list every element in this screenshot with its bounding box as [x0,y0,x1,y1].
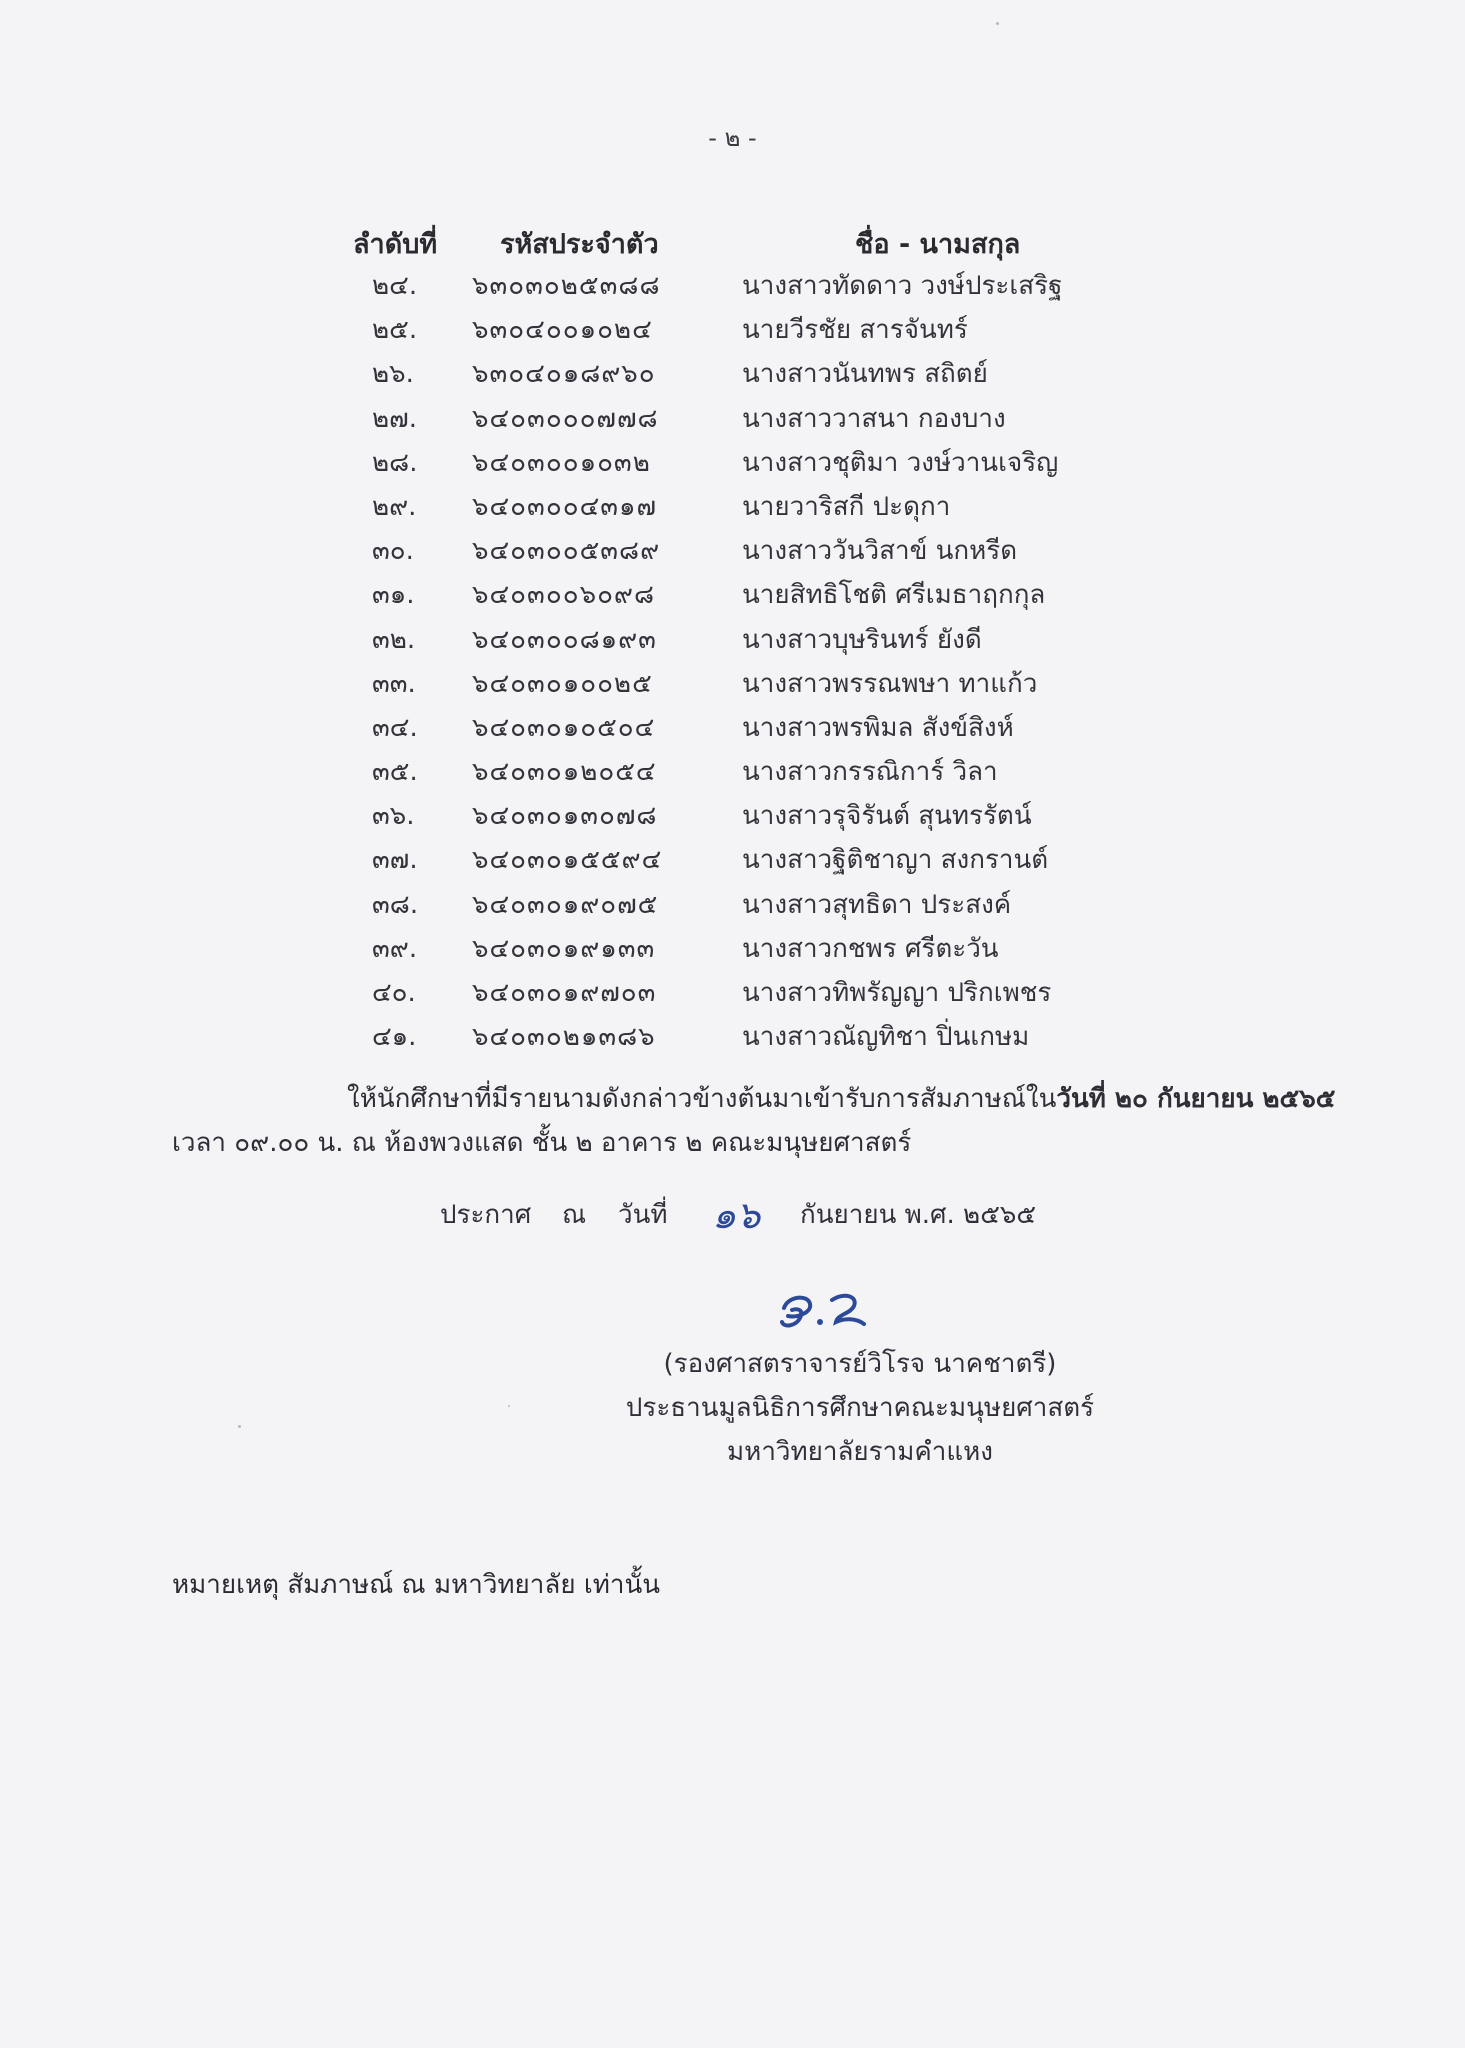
row-order: ๓๓. [372,668,416,699]
table-row [0,927,1465,971]
row-name: นางสาววาสนา กองบาง [742,403,1006,434]
table-row [0,618,1465,662]
row-order: ๓๖. [372,801,415,832]
signatory-institution: มหาวิทยาลัยรามคำแหง [727,1437,993,1467]
row-name: นางสาวสุทธิดา ประสงค์ [742,889,1012,920]
row-name: นางสาวกรรณิการ์ วิลา [742,757,998,788]
table-row [0,883,1465,927]
row-name: นางสาวพรรณพษา ทาแก้ว [742,668,1038,699]
row-student-id: ๖๔๐๓๐๑๐๕๐๔ [472,712,656,743]
table-row [0,441,1465,485]
table-row [0,397,1465,441]
table-row [0,529,1465,573]
scan-speck [238,1425,241,1428]
instruction-text: ให้นักศึกษาที่มีรายนามดังกล่าวข้างต้นมาเข้ารับการสัมภาษณ์ใน [347,1084,1057,1114]
scan-speck [508,1405,510,1407]
row-student-id: ๖๔๐๓๐๑๙๗๐๓ [472,978,657,1008]
row-name: นางสาวทิพรัญญา ปริกเพชร [742,978,1052,1008]
row-name: นางสาวฐิติชาญา สงกรานต์ [742,845,1049,876]
row-order: ๓๕. [372,757,418,788]
row-order: ๒๗. [372,403,417,434]
row-student-id: ๖๔๐๓๐๑๐๐๒๕ [472,668,653,699]
row-student-id: ๖๔๐๓๐๑๒๐๕๔ [472,757,657,788]
table-row [0,794,1465,838]
table-row [0,573,1465,617]
handwritten-day: ๑๖ [712,1193,761,1237]
row-order: ๓๐. [372,536,414,567]
row-student-id: ๖๓๐๔๐๐๑๐๒๔ [472,315,653,346]
row-order: ๒๔. [372,271,418,301]
row-student-id: ๖๔๐๓๐๐๔๓๑๗ [472,491,658,522]
row-name: นางสาวนันทพร สถิตย์ [742,359,988,390]
row-student-id: ๖๔๐๓๐๐๐๗๗๘ [472,403,659,434]
month-year: กันยายน พ.ศ. ๒๕๖๕ [800,1200,1037,1230]
row-name: นายสิทธิโชติ ศรีเมธาฤกกุล [742,580,1046,611]
date-label: วันที่ [618,1200,668,1230]
row-student-id: ๖๔๐๓๐๑๕๕๙๔ [472,845,663,876]
header-name: ชื่อ - นามสกุล [855,229,1021,260]
row-student-id: ๖๔๐๓๐๐๑๐๓๒ [472,447,651,478]
row-student-id: ๖๔๐๓๐๑๙๐๗๕ [472,889,659,920]
footnote: หมายเหตุ สัมภาษณ์ ณ มหาวิทยาลัย เท่านั้น [172,1570,660,1600]
table-row [0,838,1465,882]
announced-label: ประกาศ [440,1200,532,1230]
signature-image [778,1288,868,1334]
scan-speck [996,22,999,25]
row-order: ๓๙. [372,933,418,964]
row-student-id: ๖๓๐๓๐๒๕๓๘๘ [472,271,661,301]
row-name: นางสาวพรพิมล สังข์สิงห์ [742,712,1014,743]
row-name: นางสาววันวิสาข์ นกหรีด [742,536,1018,567]
instruction-line-1 [347,1078,1465,1119]
row-name: นายวาริสกี ปะดุกา [742,491,951,522]
signatory-position: ประธานมูลนิธิการศึกษาคณะมนุษยศาสตร์ [625,1393,1095,1423]
row-student-id: ๖๔๐๓๐๐๕๓๘๙ [472,536,661,567]
row-student-id: ๖๔๐๓๐๑๓๐๗๘ [472,801,658,832]
instruction-line-2: เวลา ๐๙.๐๐ น. ณ ห้องพวงแสด ชั้น ๒ อาคาร ๒ คณะมนุษยศาสตร์ [172,1128,912,1158]
row-student-id: ๖๓๐๔๐๑๘๙๖๐ [472,359,656,390]
row-order: ๓๑. [372,580,415,611]
student-list [0,264,1465,1059]
row-student-id: ๖๔๐๓๐๐๘๑๙๓ [472,624,657,655]
row-name: นางสาวบุษรินทร์ ยังดี [742,624,982,655]
row-order: ๒๖. [372,359,414,390]
row-order: ๔๑. [372,1022,417,1053]
table-row [0,706,1465,750]
table-row [0,1015,1465,1059]
row-order: ๔๐. [372,978,416,1008]
row-order: ๓๘. [372,889,419,920]
table-row [0,750,1465,794]
table-row [0,662,1465,706]
row-name: นายวีรชัย สารจันทร์ [742,315,968,346]
row-name: นางสาวณัญทิชา ปิ่นเกษม [742,1022,1030,1053]
row-order: ๓๗. [372,845,418,876]
table-row [0,308,1465,352]
row-order: ๒๘. [372,447,418,478]
row-student-id: ๖๔๐๓๐๒๑๓๘๖ [472,1022,656,1053]
row-order: ๒๙. [372,491,417,522]
row-name: นางสาวกชพร ศรีตะวัน [742,933,999,964]
header-student-id: รหัสประจำตัว [500,229,659,260]
table-row [0,971,1465,1015]
row-student-id: ๖๔๐๓๐๐๖๐๙๘ [472,580,656,611]
table-header [0,222,1465,262]
page-number: - ๒ - [708,124,757,152]
row-name: นางสาวทัดดาว วงษ์ประเสริฐ [742,271,1063,301]
table-row [0,485,1465,529]
row-name: นางสาวชุติมา วงษ์วานเจริญ [742,447,1059,478]
header-order: ลำดับที่ [353,229,438,260]
row-name: นางสาวรุจิรันต์ สุนทรรัตน์ [742,801,1032,832]
row-order: ๒๕. [372,315,418,346]
row-student-id: ๖๔๐๓๐๑๙๑๓๓ [472,933,656,964]
table-row [0,352,1465,396]
table-row [0,264,1465,308]
interview-date: วันที่ ๒๐ กันยายน ๒๕๖๕ [1056,1084,1336,1114]
at-label: ณ [562,1200,587,1230]
row-order: ๓๔. [372,712,418,743]
signatory-name: (รองศาสตราจารย์วิโรจ นาคชาตรี) [663,1349,1057,1379]
row-order: ๓๒. [372,624,416,655]
